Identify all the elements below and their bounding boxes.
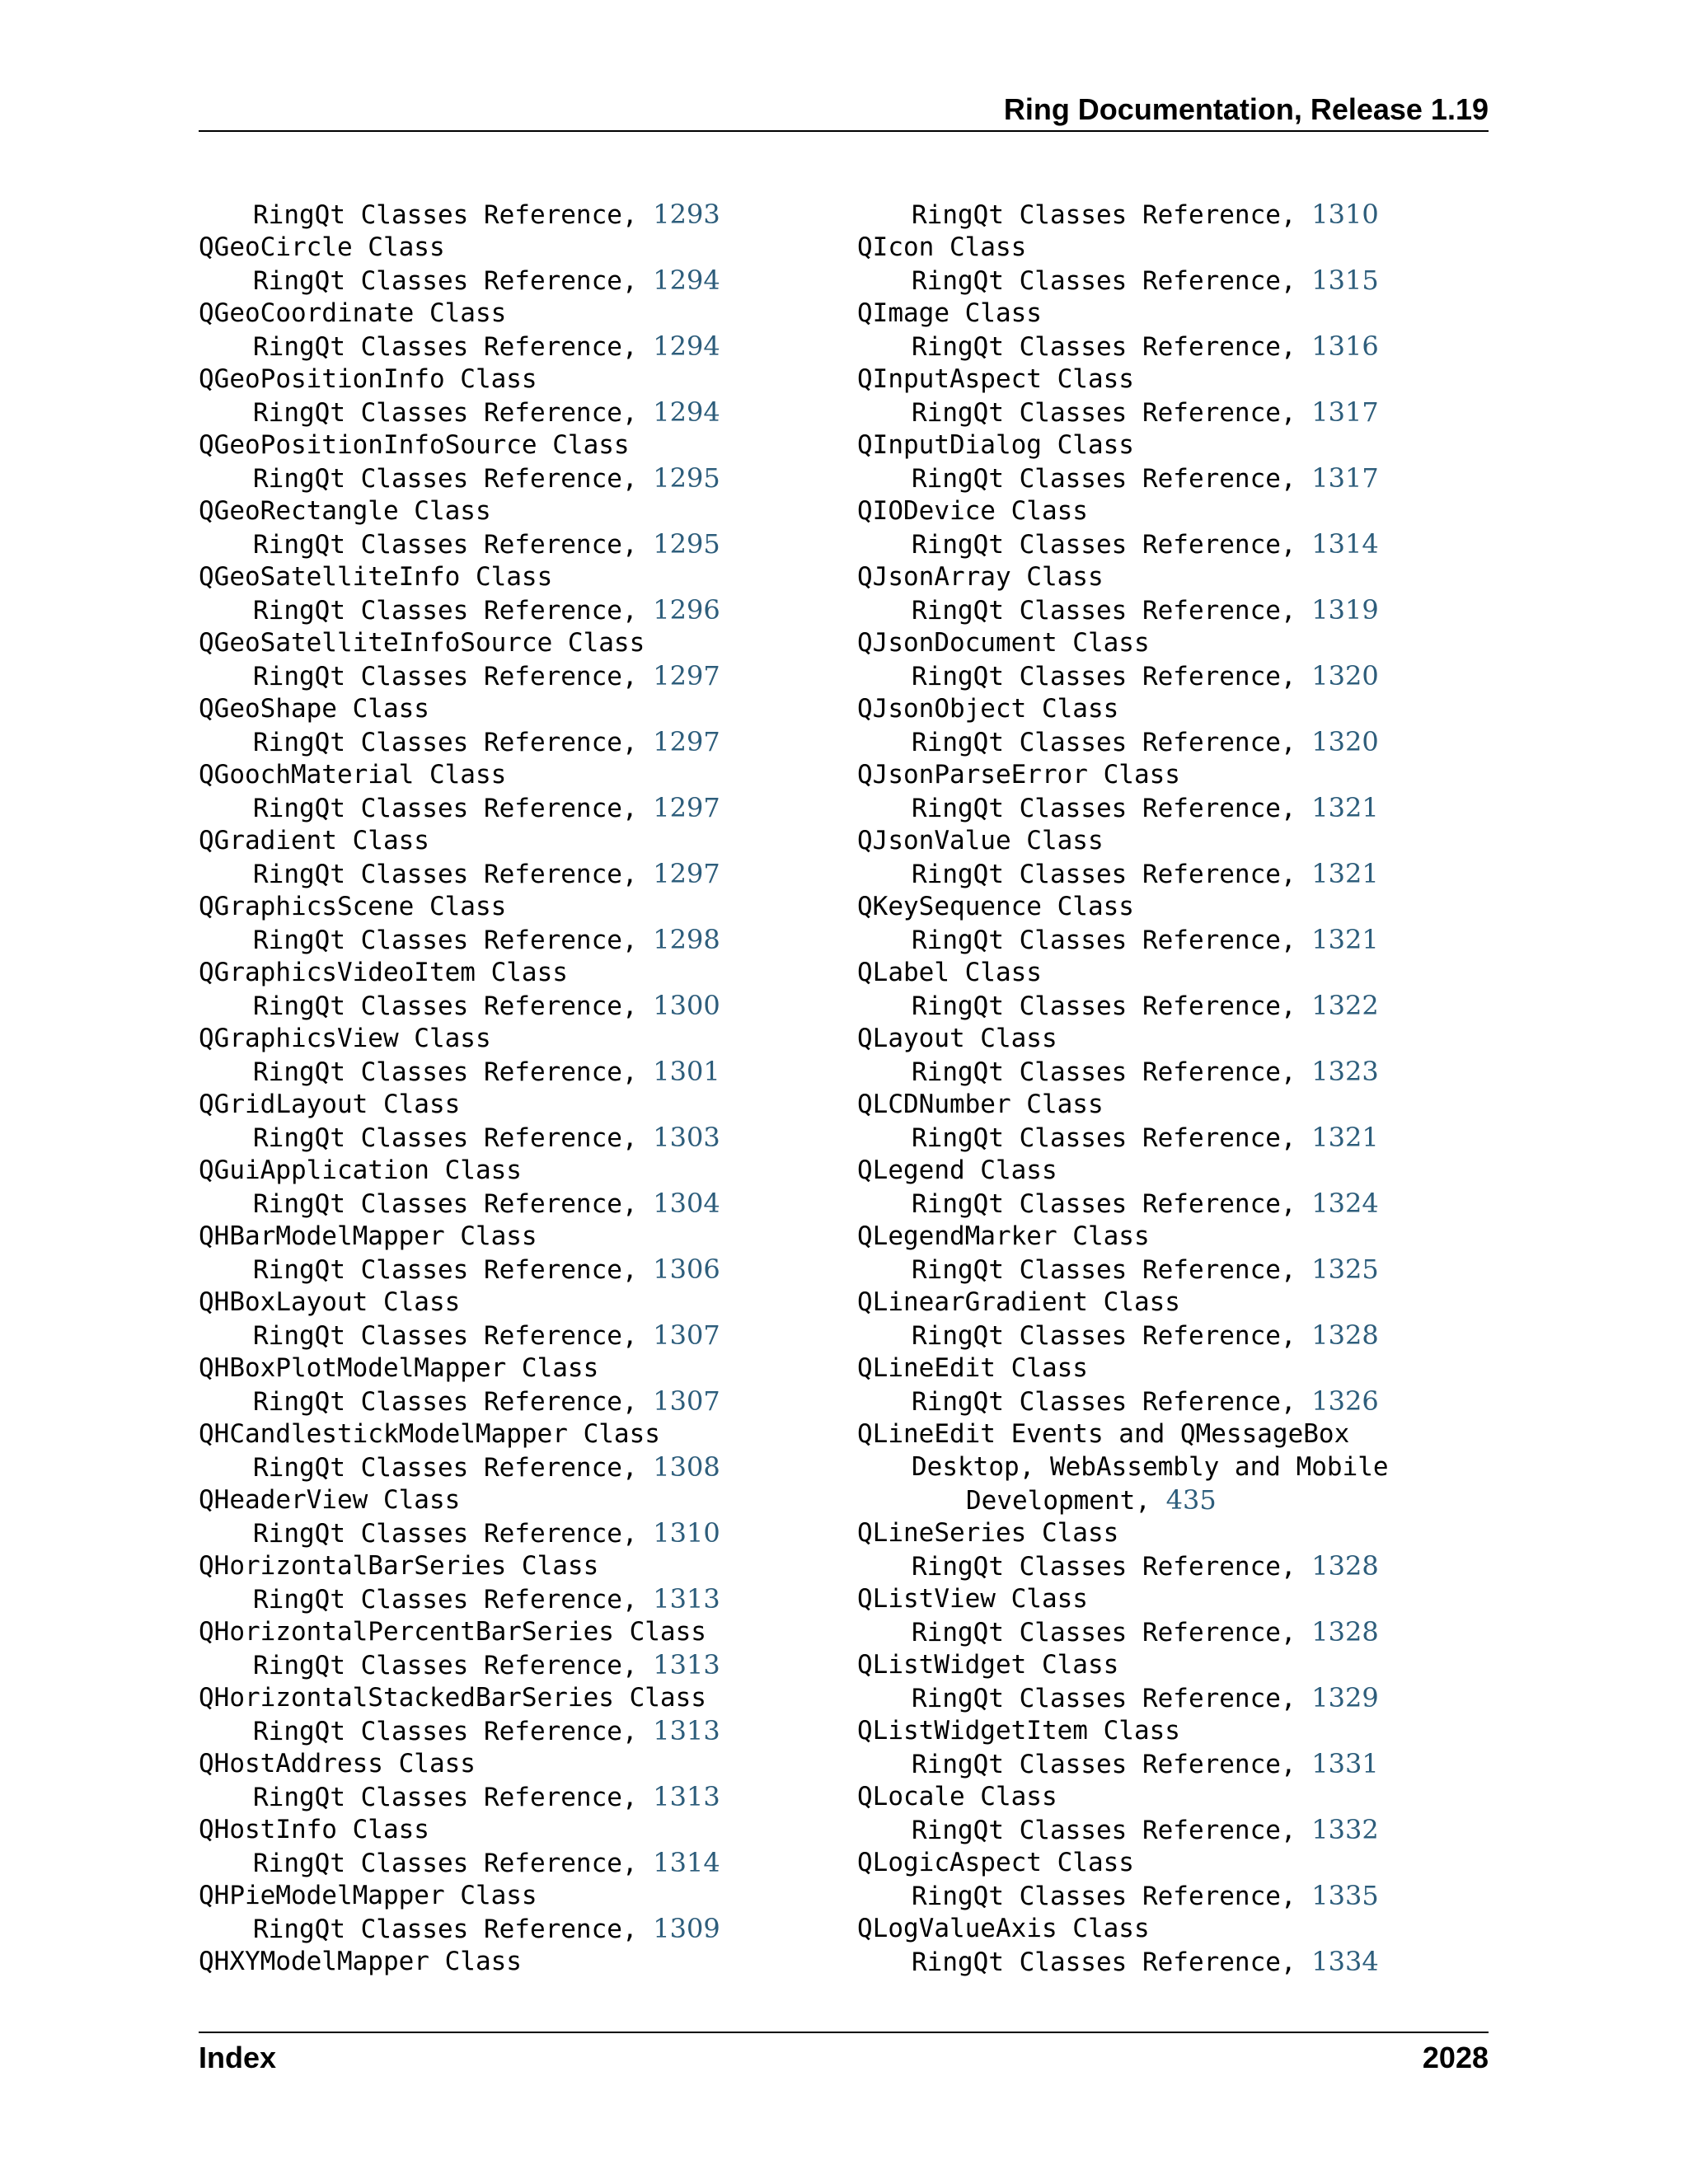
index-entry [199, 297, 720, 330]
index-entry-text: RingQt Classes Reference, [253, 464, 654, 494]
page-reference-link[interactable]: 1328 [1311, 1550, 1379, 1582]
index-subentry [857, 198, 1389, 231]
index-subentry [857, 1187, 1389, 1220]
page-reference-link[interactable]: 1329 [1311, 1682, 1379, 1713]
index-entry-text: RingQt Classes Reference, [253, 1783, 654, 1812]
index-subentry [199, 264, 720, 297]
index-entry [199, 363, 720, 396]
index-subentry [199, 1451, 720, 1483]
index-entry-text: RingQt Classes Reference, [253, 1717, 654, 1746]
page-reference-link[interactable]: 1295 [653, 528, 720, 560]
index-entry [857, 297, 1389, 330]
index-entry [199, 692, 720, 725]
index-entry-text: QLayout Class [857, 1024, 1057, 1053]
index-entry [199, 560, 720, 593]
index-entry [199, 1022, 720, 1055]
index-entry [199, 1879, 720, 1912]
index-entry-text: RingQt Classes Reference, [912, 1750, 1312, 1779]
page-reference-link[interactable]: 1313 [653, 1583, 720, 1615]
index-entry-text: QLineEdit Events and QMessageBox [857, 1419, 1350, 1449]
page-reference-link[interactable]: 1321 [1311, 924, 1379, 955]
index-entry [199, 1615, 720, 1648]
index-entry-text: RingQt Classes Reference, [912, 1816, 1312, 1845]
index-entry-text: QLocale Class [857, 1782, 1057, 1811]
index-subentry [199, 857, 720, 890]
index-entry-text: QHostInfo Class [199, 1815, 429, 1844]
index-entry-text: QHeaderView Class [199, 1485, 461, 1515]
index-entry-text: QListWidget Class [857, 1650, 1119, 1680]
index-subentry [857, 1319, 1389, 1352]
index-entry [857, 1582, 1389, 1615]
index-entry-text: RingQt Classes Reference, [253, 1915, 654, 1944]
index-subentry [857, 857, 1389, 890]
index-entry-text: QHorizontalStackedBarSeries Class [199, 1683, 706, 1713]
index-entry-text: QGeoPositionInfoSource Class [199, 430, 630, 460]
index-entry [857, 231, 1389, 264]
page-reference-link[interactable]: 1317 [1311, 462, 1379, 494]
index-entry [857, 560, 1389, 593]
index-entry [199, 1813, 720, 1846]
index-subentry [199, 593, 720, 626]
index-entry [199, 1154, 720, 1187]
index-entry-text: QLogValueAxis Class [857, 1914, 1150, 1943]
index-subentry [199, 725, 720, 758]
index-entry-text: RingQt Classes Reference, [253, 1519, 654, 1549]
index-entry-text: RingQt Classes Reference, [912, 662, 1312, 691]
index-subentry [199, 1187, 720, 1220]
index-entry [857, 824, 1389, 857]
index-entry [857, 1154, 1389, 1187]
index-entry-text: RingQt Classes Reference, [912, 1321, 1312, 1351]
index-entry-text: QGraphicsView Class [199, 1024, 491, 1053]
page-reference-link[interactable]: 1306 [653, 1254, 720, 1285]
page-reference-link[interactable]: 1321 [1311, 858, 1379, 889]
page-reference-link[interactable]: 1316 [1311, 330, 1379, 362]
index-entry [857, 956, 1389, 989]
index-subentry [857, 264, 1389, 297]
index-entry [199, 626, 720, 659]
index-entry-text: RingQt Classes Reference, [253, 1057, 654, 1087]
index-column-left [199, 198, 720, 1978]
index-entry-text: RingQt Classes Reference, [253, 1849, 654, 1878]
index-subentry [199, 1516, 720, 1549]
index-subentry [199, 1121, 720, 1154]
index-entry-text: QGraphicsVideoItem Class [199, 958, 568, 987]
index-entry-text: QHPieModelMapper Class [199, 1881, 537, 1910]
index-entry [857, 626, 1389, 659]
index-entry [199, 494, 720, 527]
index-entry [199, 890, 720, 923]
page-reference-link[interactable]: 1297 [653, 726, 720, 757]
page-reference-link[interactable]: 1320 [1311, 726, 1379, 757]
page-reference-link[interactable]: 1304 [653, 1188, 720, 1219]
index-entry-text: RingQt Classes Reference, [912, 464, 1312, 494]
page-reference-link[interactable]: 1321 [1311, 1122, 1379, 1153]
index-subentry [199, 1385, 720, 1418]
page-reference-link[interactable]: 1317 [1311, 396, 1379, 428]
index-entry-text: RingQt Classes Reference, [253, 860, 654, 889]
index-entry-text: QGradient Class [199, 826, 429, 855]
index-entry-text: QImage Class [857, 298, 1042, 328]
index-entry-text: QGoochMaterial Class [199, 760, 507, 790]
index-entry-text: RingQt Classes Reference, [912, 398, 1312, 428]
running-header-title: Ring Documentation, Release 1.19 [1003, 92, 1489, 126]
index-entry [857, 890, 1389, 923]
index-subentry [199, 659, 720, 692]
page-reference-link[interactable]: 1294 [653, 396, 720, 428]
index-entry-text: RingQt Classes Reference, [253, 1255, 654, 1285]
index-subentry [199, 791, 720, 824]
index-subentry [199, 1055, 720, 1088]
index-entry [857, 1648, 1389, 1681]
index-entry [857, 1846, 1389, 1879]
index-subentry [857, 1483, 1389, 1516]
index-entry-text: RingQt Classes Reference, [912, 1684, 1312, 1713]
index-entry-text: QIODevice Class [857, 496, 1088, 526]
index-entry-text: RingQt Classes Reference, [253, 728, 654, 757]
index-entry-text: QJsonDocument Class [857, 628, 1150, 658]
index-entry [857, 1220, 1389, 1253]
index-entry-text: QHBoxLayout Class [199, 1287, 461, 1317]
index-subentry [199, 1253, 720, 1286]
index-entry-text: RingQt Classes Reference, [253, 1123, 654, 1153]
index-entry [199, 1549, 720, 1582]
index-subentry [857, 1681, 1389, 1714]
index-entry-text: QHBoxPlotModelMapper Class [199, 1353, 599, 1383]
page-reference-link[interactable]: 1335 [1311, 1880, 1379, 1911]
index-entry-text: RingQt Classes Reference, [912, 266, 1312, 296]
index-subentry [199, 1582, 720, 1615]
index-subentry [857, 1385, 1389, 1418]
index-entry-text: RingQt Classes Reference, [912, 200, 1312, 230]
index-entry [857, 1022, 1389, 1055]
page-reference-link[interactable]: 1322 [1311, 990, 1379, 1021]
index-entry [199, 231, 720, 264]
index-entry [199, 429, 720, 462]
page-reference-link[interactable]: 1320 [1311, 660, 1379, 691]
index-entry [857, 1286, 1389, 1319]
page-reference-link[interactable]: 1324 [1311, 1188, 1379, 1219]
page-reference-link[interactable]: 1325 [1311, 1254, 1379, 1285]
index-entry-text: QHorizontalPercentBarSeries Class [199, 1617, 706, 1647]
index-entry-text: RingQt Classes Reference, [912, 530, 1312, 560]
index-entry-text: RingQt Classes Reference, [253, 794, 654, 823]
index-subentry [857, 1549, 1389, 1582]
page-reference-link[interactable]: 435 [1165, 1484, 1217, 1516]
index-subentry [857, 725, 1389, 758]
page-reference-link[interactable]: 1314 [653, 1847, 720, 1878]
index-entry-text: RingQt Classes Reference, [912, 728, 1312, 757]
index-entry-text: QLabel Class [857, 958, 1042, 987]
index-subentry [199, 1319, 720, 1352]
index-entry-text: RingQt Classes Reference, [253, 926, 654, 955]
index-entry-text: RingQt Classes Reference, [253, 1651, 654, 1680]
index-entry-text: RingQt Classes Reference, [912, 991, 1312, 1021]
index-entry-text: RingQt Classes Reference, [912, 860, 1312, 889]
index-subentry [857, 923, 1389, 956]
index-subentry [857, 396, 1389, 429]
index-entry-text: RingQt Classes Reference, [912, 1057, 1312, 1087]
index-entry [199, 824, 720, 857]
index-entry-text: QGeoRectangle Class [199, 496, 491, 526]
page-reference-link[interactable]: 1334 [1311, 1946, 1379, 1977]
index-entry [857, 1780, 1389, 1813]
index-subentry [199, 923, 720, 956]
page-reference-link[interactable]: 1296 [653, 594, 720, 626]
page-reference-link[interactable]: 1297 [653, 858, 720, 889]
index-subentry [857, 1813, 1389, 1846]
index-entry-text: QJsonObject Class [857, 694, 1119, 724]
index-entry [857, 1418, 1389, 1451]
index-entry [199, 1220, 720, 1253]
index-entry-text: QJsonArray Class [857, 562, 1104, 592]
index-entry-text: QLogicAspect Class [857, 1848, 1134, 1877]
index-entry-text: RingQt Classes Reference, [253, 266, 654, 296]
index-entry-text: RingQt Classes Reference, [253, 1189, 654, 1219]
index-subentry [857, 1615, 1389, 1648]
index-entry [199, 1747, 720, 1780]
index-subentry [199, 1846, 720, 1879]
index-entry-text: RingQt Classes Reference, [912, 1882, 1312, 1911]
index-subentry [857, 1055, 1389, 1088]
index-entry-text: QInputAspect Class [857, 364, 1134, 394]
index-entry [857, 1088, 1389, 1121]
index-subentry [857, 1121, 1389, 1154]
index-entry [199, 1681, 720, 1714]
index-entry-text: QGeoSatelliteInfoSource Class [199, 628, 645, 658]
page-reference-link[interactable]: 1301 [653, 1056, 720, 1087]
index-subentry [857, 989, 1389, 1022]
index-subentry [199, 330, 720, 363]
index-entry-text: RingQt Classes Reference, [253, 662, 654, 691]
page-reference-link[interactable]: 1297 [653, 660, 720, 691]
index-subentry [199, 462, 720, 494]
index-entry-text: RingQt Classes Reference, [253, 200, 654, 230]
index-entry-text: RingQt Classes Reference, [912, 596, 1312, 626]
footer-section-label: Index [199, 2041, 277, 2074]
index-entry-text: QGeoCircle Class [199, 232, 445, 262]
page-reference-link[interactable]: 1319 [1311, 594, 1379, 626]
page-reference-link[interactable]: 1294 [653, 265, 720, 296]
page-reference-link[interactable]: 1323 [1311, 1056, 1379, 1087]
index-entry [857, 1516, 1389, 1549]
index-entry [857, 692, 1389, 725]
page-reference-link[interactable]: 1295 [653, 462, 720, 494]
index-entry-text: QGeoPositionInfo Class [199, 364, 537, 394]
index-entry-text: QHXYModelMapper Class [199, 1947, 522, 1976]
page-reference-link[interactable]: 1331 [1311, 1748, 1379, 1779]
index-entry-text: QLineSeries Class [857, 1518, 1119, 1548]
index-entry-text: RingQt Classes Reference, [253, 1387, 654, 1417]
index-entry-text: QHCandlestickModelMapper Class [199, 1419, 660, 1449]
index-entry [199, 758, 720, 791]
index-entry-text: QJsonParseError Class [857, 760, 1180, 790]
index-entry-text: RingQt Classes Reference, [912, 926, 1312, 955]
page-reference-link[interactable]: 1315 [1311, 265, 1379, 296]
index-entry [857, 1912, 1389, 1945]
page-reference-link[interactable]: 1328 [1311, 1616, 1379, 1647]
index-subentry [199, 1714, 720, 1747]
index-subentry [857, 791, 1389, 824]
index-subentry [199, 396, 720, 429]
index-entry [857, 1352, 1389, 1385]
page-reference-link[interactable]: 1313 [653, 1715, 720, 1746]
index-entry-text: RingQt Classes Reference, [253, 596, 654, 626]
index-entry [857, 494, 1389, 527]
index-subentry [857, 1253, 1389, 1286]
index-entry-text: QGraphicsScene Class [199, 892, 507, 921]
index-entry [199, 1286, 720, 1319]
index-entry-text: RingQt Classes Reference, [253, 1321, 654, 1351]
index-subentry [857, 659, 1389, 692]
index-entry [857, 429, 1389, 462]
index-entry-text: RingQt Classes Reference, [912, 794, 1312, 823]
index-entry [199, 956, 720, 989]
index-entry-text: QIcon Class [857, 232, 1027, 262]
index-entry-text: RingQt Classes Reference, [912, 1552, 1312, 1582]
index-entry-text: RingQt Classes Reference, [253, 530, 654, 560]
index-entry [857, 1714, 1389, 1747]
index-entry [857, 363, 1389, 396]
index-subentry [857, 1879, 1389, 1912]
index-entry [857, 758, 1389, 791]
index-entry-text: RingQt Classes Reference, [912, 1387, 1312, 1417]
page-reference-link[interactable]: 1326 [1311, 1385, 1379, 1417]
page-reference-link[interactable]: 1297 [653, 792, 720, 823]
index-entry [199, 1088, 720, 1121]
index-subentry [199, 198, 720, 231]
index-subentry [857, 1747, 1389, 1780]
index-entry-text: Desktop, WebAssembly and Mobile [912, 1452, 1389, 1482]
index-entry-text: RingQt Classes Reference, [253, 398, 654, 428]
index-entry-text: RingQt Classes Reference, [912, 1189, 1312, 1219]
index-entry-text: QLCDNumber Class [857, 1090, 1104, 1119]
index-entry-text: QGuiApplication Class [199, 1155, 522, 1185]
index-entry-text: RingQt Classes Reference, [912, 332, 1312, 362]
index-entry-text: QLinearGradient Class [857, 1287, 1180, 1317]
page-reference-link[interactable]: 1328 [1311, 1319, 1379, 1351]
index-subentry [199, 989, 720, 1022]
page-reference-link[interactable]: 1307 [653, 1319, 720, 1351]
page-reference-link[interactable]: 1293 [653, 199, 720, 230]
index-subentry [857, 593, 1389, 626]
page-reference-link[interactable]: 1307 [653, 1385, 720, 1417]
index-entry-text: QKeySequence Class [857, 892, 1134, 921]
page-reference-link[interactable]: 1313 [653, 1781, 720, 1812]
page-reference-link[interactable]: 1310 [653, 1517, 720, 1549]
index-subentry [199, 1912, 720, 1945]
index-entry-text: QLegend Class [857, 1155, 1057, 1185]
page-reference-link[interactable]: 1300 [653, 990, 720, 1021]
index-entry-text: QGeoCoordinate Class [199, 298, 507, 328]
index-entry-text: QGeoSatelliteInfo Class [199, 562, 553, 592]
index-entry-text: QGeoShape Class [199, 694, 429, 724]
page-reference-link[interactable]: 1310 [1311, 199, 1379, 230]
page-reference-link[interactable]: 1332 [1311, 1814, 1379, 1845]
page-reference-link[interactable]: 1298 [653, 924, 720, 955]
index-column-right [857, 198, 1389, 1978]
index-subentry [857, 462, 1389, 494]
index-entry [199, 1418, 720, 1451]
index-entry-text: RingQt Classes Reference, [253, 1585, 654, 1615]
index-entry-text: QListWidgetItem Class [857, 1716, 1180, 1746]
page-reference-link[interactable]: 1313 [653, 1649, 720, 1680]
page-reference-link[interactable]: 1309 [653, 1913, 720, 1944]
footer-rule [199, 2032, 1489, 2033]
index-entry-text: QLegendMarker Class [857, 1221, 1150, 1251]
index-entry-text: QHBarModelMapper Class [199, 1221, 537, 1251]
index-entry [199, 1483, 720, 1516]
index-entry-text: RingQt Classes Reference, [912, 1618, 1312, 1647]
index-entry [199, 1945, 720, 1978]
index-entry [199, 1352, 720, 1385]
index-subentry [199, 527, 720, 560]
index-entry-text: QListView Class [857, 1584, 1088, 1614]
index-subentry [857, 1945, 1389, 1978]
index-entry-text: RingQt Classes Reference, [253, 991, 654, 1021]
index-subentry [857, 330, 1389, 363]
index-entry-text: RingQt Classes Reference, [253, 1453, 654, 1483]
index-entry-text: QInputDialog Class [857, 430, 1134, 460]
index-entry-text: Development, [966, 1486, 1166, 1516]
index-subentry [857, 1451, 1389, 1483]
index-entry-text: QHostAddress Class [199, 1749, 476, 1779]
footer-page-number: 2028 [1422, 2041, 1489, 2074]
index-entry-text: RingQt Classes Reference, [912, 1123, 1312, 1153]
index-entry-text: QLineEdit Class [857, 1353, 1088, 1383]
index-entry-text: QGridLayout Class [199, 1090, 461, 1119]
index-subentry [199, 1648, 720, 1681]
page-reference-link[interactable]: 1303 [653, 1122, 720, 1153]
index-subentry [199, 1780, 720, 1813]
index-entry-text: RingQt Classes Reference, [253, 332, 654, 362]
page-reference-link[interactable]: 1321 [1311, 792, 1379, 823]
page-reference-link[interactable]: 1308 [653, 1451, 720, 1483]
header-rule [199, 130, 1489, 132]
page-reference-link[interactable]: 1314 [1311, 528, 1379, 560]
index-entry-text: RingQt Classes Reference, [912, 1947, 1312, 1977]
page-reference-link[interactable]: 1294 [653, 330, 720, 362]
index-entry-text: RingQt Classes Reference, [912, 1255, 1312, 1285]
index-entry-text: QJsonValue Class [857, 826, 1104, 855]
index-entry-text: QHorizontalBarSeries Class [199, 1551, 599, 1581]
index-subentry [857, 527, 1389, 560]
